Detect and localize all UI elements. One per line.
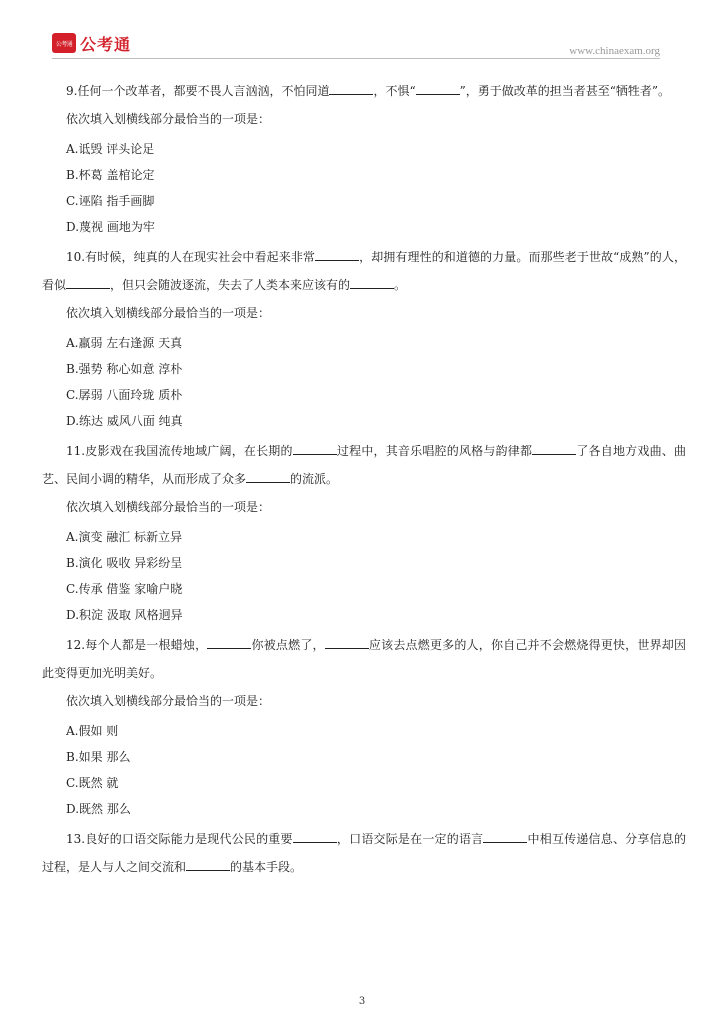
option-c: C.既然 就 [66,776,119,790]
question-text: 12.每个人都是一根蜡烛， 你被点燃了， 应该去点燃更多的人，你自己并不会燃烧得更快，世界却因此变得更加光明美好。 [42,638,686,680]
question-10 [42,243,686,431]
page-header [0,0,724,62]
question-13 [42,825,686,881]
header-divider [52,58,660,59]
site-url: www.chinaexam.org [569,45,660,57]
answer-blank [532,442,576,455]
option-b: B.强势 称心如意 淳朴 [66,362,183,376]
option-a: A.假如 则 [66,724,119,738]
option-c: C.传承 借鉴 家喻户晓 [66,582,183,596]
option-a: A.诋毁 评头论足 [66,142,155,156]
question-text: 11.皮影戏在我国流传地域广阔，在长期的 过程中，其音乐唱腔的风格与韵律都 了各自地方戏曲、曲艺、民间小调的精华，从而形成了众多 的流派。 [42,444,686,486]
answer-blank [483,830,527,843]
option-d: D.蔑视 画地为牢 [66,220,155,234]
question-prompt: 依次填入划横线部分最恰当的一项是： [66,306,271,320]
question-11 [42,437,686,625]
question-text: 10.有时候，纯真的人在现实社会中看起来非常 ，却拥有理性的和道德的力量。而那些老于世故“成熟”的人，看似 ，但只会随波逐流，失去了人类本来应该有的 。 [42,250,686,292]
answer-blank [207,636,251,649]
answer-blank [293,442,337,455]
page-number: 3 [358,996,366,1007]
answer-blank [186,858,230,871]
answer-blank [293,830,337,843]
option-d: D.积淀 汲取 风格迥异 [66,608,183,622]
question-9 [42,77,686,237]
option-b: B.演化 吸收 异彩纷呈 [66,556,183,570]
answer-blank [329,82,373,95]
answer-blank [315,248,359,261]
answer-blank [66,276,110,289]
option-d: D.既然 那么 [66,802,131,816]
option-c: C.诬陷 指手画脚 [66,194,155,208]
question-text: 13.良好的口语交际能力是现代公民的重要 ，口语交际是在一定的语言 中相互传递信息、分享信息的过程，是人与人之间交流和 的基本手段。 [42,832,686,874]
answer-blank [350,276,394,289]
question-prompt: 依次填入划横线部分最恰当的一项是： [66,112,271,126]
option-b: B.如果 那么 [66,750,131,764]
answer-blank [246,470,290,483]
logo [52,33,131,53]
option-c: C.孱弱 八面玲珑 质朴 [66,388,183,402]
logo-badge: 公考通 [52,33,76,53]
logo-text: 公考通 [80,34,132,54]
questions-content [42,77,686,881]
option-b: B.杯葛 盖棺论定 [66,168,155,182]
option-d: D.练达 威风八面 纯真 [66,414,183,428]
answer-blank [416,82,460,95]
question-prompt: 依次填入划横线部分最恰当的一项是： [66,500,271,514]
option-a: A.羸弱 左右逢源 天真 [66,336,183,350]
question-text: 9.任何一个改革者，都要不畏人言汹汹，不怕同道 ，不惧“ ”，勇于做改革的担当者甚至“牺牲者”。 [66,84,670,98]
question-12 [42,631,686,819]
answer-blank [325,636,369,649]
option-a: A.演变 融汇 标新立异 [66,530,183,544]
question-prompt: 依次填入划横线部分最恰当的一项是： [66,694,271,708]
